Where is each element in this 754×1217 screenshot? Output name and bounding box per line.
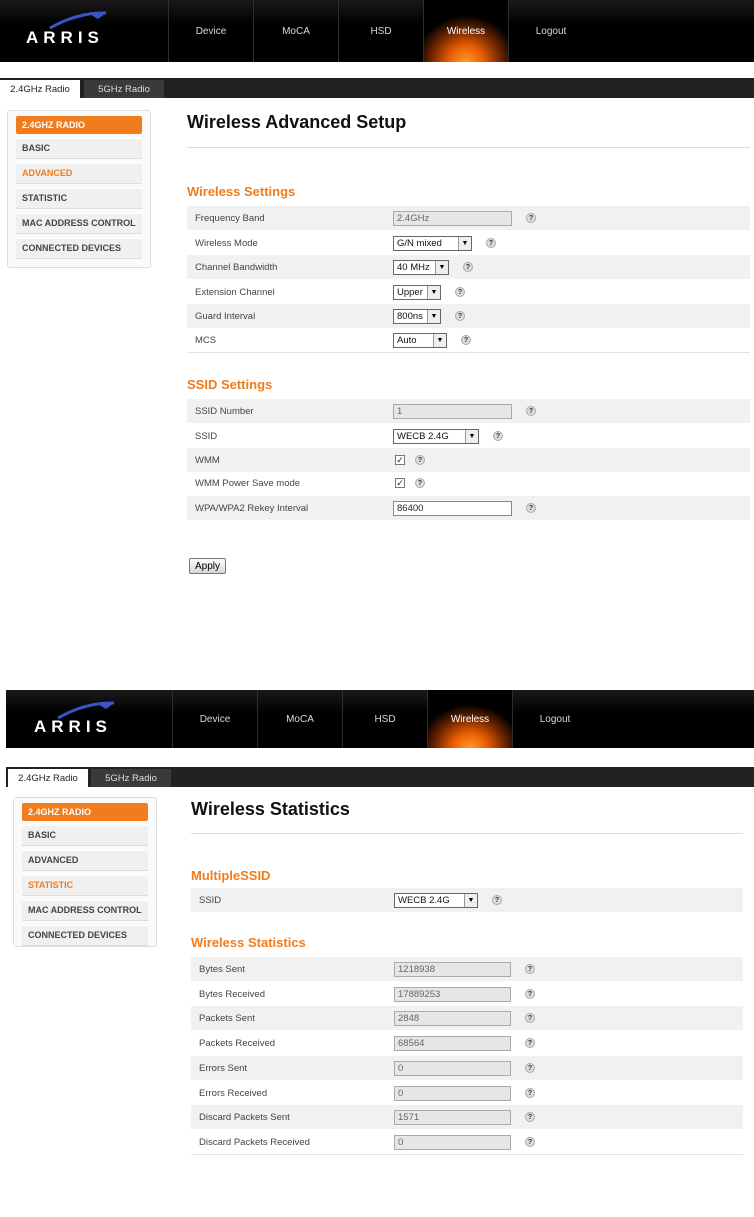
channel-bandwidth-label: Channel Bandwidth bbox=[195, 261, 278, 273]
sidebar-item-connected-devices[interactable]: CONNECTED DEVICES bbox=[22, 925, 148, 946]
wireless-mode-value: G/N mixed bbox=[397, 237, 442, 249]
ssid-label: SSID bbox=[199, 894, 222, 906]
nav-wireless[interactable]: Wireless bbox=[427, 690, 512, 748]
rekey-interval-input[interactable]: 86400 bbox=[393, 501, 512, 516]
help-icon[interactable]: ? bbox=[525, 989, 535, 999]
row-bytes-sent bbox=[191, 957, 743, 981]
discard-packets-sent-label: Discard Packets Sent bbox=[199, 1111, 290, 1123]
section-title-multiple-ssid: MultipleSSID bbox=[191, 868, 271, 883]
ssid-select[interactable] bbox=[394, 893, 478, 908]
row-rekey-interval bbox=[187, 496, 750, 520]
top-navigation-bar bbox=[6, 690, 754, 748]
nav-device[interactable]: Device bbox=[172, 690, 257, 748]
packets-received-label: Packets Received bbox=[199, 1037, 276, 1049]
frequency-band-label: Frequency Band bbox=[195, 212, 265, 224]
packets-sent-label: Packets Sent bbox=[199, 1012, 255, 1024]
errors-sent-label: Errors Sent bbox=[199, 1062, 248, 1074]
dropdown-arrow-icon: ▼ bbox=[433, 334, 446, 347]
sidebar bbox=[13, 797, 157, 947]
guard-interval-label: Guard Interval bbox=[195, 310, 256, 322]
row-wmm bbox=[187, 448, 750, 472]
tab-2-4ghz-radio[interactable]: 2.4GHz Radio bbox=[0, 80, 80, 98]
sidebar-header: 2.4GHZ RADIO bbox=[22, 803, 148, 821]
help-icon[interactable]: ? bbox=[525, 1013, 535, 1023]
dropdown-arrow-icon: ▼ bbox=[427, 286, 440, 299]
nav-moca[interactable]: MoCA bbox=[257, 690, 342, 748]
ssid-number-label: SSID Number bbox=[195, 405, 254, 417]
mcs-value: Auto bbox=[397, 334, 417, 346]
row-discard-packets-received bbox=[191, 1130, 743, 1155]
advanced-setup-screen bbox=[0, 0, 754, 600]
wmm-label: WMM bbox=[195, 454, 220, 466]
row-ssid-number bbox=[187, 399, 750, 423]
wireless-statistics-screen bbox=[6, 690, 754, 1210]
ssid-value: WECB 2.4G bbox=[398, 894, 450, 906]
wmm-power-save-label: WMM Power Save mode bbox=[195, 477, 301, 489]
errors-received-field: 0 bbox=[394, 1086, 511, 1101]
help-icon[interactable]: ? bbox=[525, 1088, 535, 1098]
sidebar-item-connected-devices[interactable]: CONNECTED DEVICES bbox=[16, 238, 142, 259]
help-icon[interactable]: ? bbox=[455, 287, 465, 297]
sidebar-item-basic[interactable]: BASIC bbox=[22, 825, 148, 846]
errors-received-label: Errors Received bbox=[199, 1087, 268, 1099]
nav-logout[interactable]: Logout bbox=[512, 690, 597, 748]
radio-tab-bar bbox=[0, 78, 754, 98]
arris-logo: ARRIS bbox=[26, 28, 104, 47]
packets-sent-field: 2848 bbox=[394, 1011, 511, 1026]
row-packets-received bbox=[191, 1031, 743, 1055]
row-errors-sent bbox=[191, 1056, 743, 1080]
sidebar-item-mac-address-control[interactable]: MAC ADDRESS CONTROL bbox=[22, 900, 148, 921]
page-title: Wireless Statistics bbox=[191, 799, 350, 819]
apply-button[interactable]: Apply bbox=[189, 558, 226, 574]
row-extension-channel bbox=[187, 280, 750, 304]
sidebar-item-statistic[interactable]: STATISTIC bbox=[16, 188, 142, 209]
row-wireless-mode bbox=[187, 231, 750, 255]
row-channel-bandwidth bbox=[187, 255, 750, 279]
help-icon[interactable]: ? bbox=[526, 406, 536, 416]
guard-interval-value: 800ns bbox=[397, 310, 423, 322]
help-icon[interactable]: ? bbox=[463, 262, 473, 272]
main-nav bbox=[168, 0, 593, 62]
nav-logout[interactable]: Logout bbox=[508, 0, 593, 62]
dropdown-arrow-icon: ▼ bbox=[464, 894, 477, 907]
packets-received-field: 68564 bbox=[394, 1036, 511, 1051]
help-icon[interactable]: ? bbox=[525, 1137, 535, 1147]
help-icon[interactable]: ? bbox=[525, 1063, 535, 1073]
mcs-label: MCS bbox=[195, 334, 217, 346]
nav-device[interactable]: Device bbox=[168, 0, 253, 62]
row-guard-interval bbox=[187, 304, 750, 328]
guard-interval-select[interactable] bbox=[393, 309, 441, 324]
help-icon[interactable]: ? bbox=[525, 1038, 535, 1048]
section-title-ssid-settings: SSID Settings bbox=[187, 377, 273, 392]
wireless-mode-select[interactable] bbox=[393, 236, 472, 251]
dropdown-arrow-icon: ▼ bbox=[458, 237, 471, 250]
wireless-mode-label: Wireless Mode bbox=[195, 237, 258, 249]
top-navigation-bar bbox=[0, 0, 754, 62]
ssid-number-field: 1 bbox=[393, 404, 512, 419]
section-title-wireless-statistics: Wireless Statistics bbox=[191, 935, 306, 950]
row-packets-sent bbox=[191, 1006, 743, 1030]
bytes-sent-field: 1218938 bbox=[394, 962, 511, 977]
nav-moca[interactable]: MoCA bbox=[253, 0, 338, 62]
rekey-interval-label: WPA/WPA2 Rekey Interval bbox=[195, 502, 309, 514]
sidebar-item-advanced[interactable]: ADVANCED bbox=[16, 163, 142, 184]
tab-2-4ghz-radio[interactable]: 2.4GHz Radio bbox=[8, 769, 88, 787]
sidebar-header: 2.4GHZ RADIO bbox=[16, 116, 142, 134]
channel-bandwidth-select[interactable] bbox=[393, 260, 449, 275]
nav-hsd[interactable]: HSD bbox=[342, 690, 427, 748]
page-title: Wireless Advanced Setup bbox=[187, 112, 407, 132]
dropdown-arrow-icon: ▼ bbox=[435, 261, 448, 274]
main-nav bbox=[172, 690, 597, 748]
discard-packets-received-label: Discard Packets Received bbox=[199, 1136, 310, 1148]
extension-channel-label: Extension Channel bbox=[195, 286, 275, 298]
extension-channel-value: Upper bbox=[397, 286, 423, 298]
row-bytes-received bbox=[191, 982, 743, 1006]
help-icon[interactable]: ? bbox=[526, 213, 536, 223]
wmm-power-save-checkbox[interactable]: ✓ bbox=[396, 478, 404, 488]
arris-logo: ARRIS bbox=[34, 717, 112, 736]
frequency-band-field: 2.4GHz bbox=[393, 211, 512, 226]
help-icon[interactable]: ? bbox=[415, 478, 425, 488]
section-title-wireless-settings: Wireless Settings bbox=[187, 184, 296, 199]
ssid-select[interactable] bbox=[393, 429, 479, 444]
help-icon[interactable]: ? bbox=[461, 335, 471, 345]
errors-sent-field: 0 bbox=[394, 1061, 511, 1076]
row-mcs bbox=[187, 328, 750, 353]
help-icon[interactable]: ? bbox=[492, 895, 502, 905]
sidebar-item-advanced[interactable]: ADVANCED bbox=[22, 850, 148, 871]
dropdown-arrow-icon: ▼ bbox=[465, 430, 478, 443]
ssid-label: SSID bbox=[195, 430, 218, 442]
bytes-sent-label: Bytes Sent bbox=[199, 963, 245, 975]
extension-channel-select[interactable] bbox=[393, 285, 441, 300]
title-divider bbox=[187, 147, 750, 148]
help-icon[interactable]: ? bbox=[525, 964, 535, 974]
sidebar-item-statistic[interactable]: STATISTIC bbox=[22, 875, 148, 896]
row-discard-packets-sent bbox=[191, 1105, 743, 1129]
bytes-received-field: 17889253 bbox=[394, 987, 511, 1002]
discard-packets-received-field: 0 bbox=[394, 1135, 511, 1150]
ssid-value: WECB 2.4G bbox=[397, 430, 449, 442]
row-errors-received bbox=[191, 1081, 743, 1105]
sidebar bbox=[7, 110, 151, 268]
help-icon[interactable]: ? bbox=[526, 503, 536, 513]
row-ssid bbox=[187, 424, 750, 448]
help-icon[interactable]: ? bbox=[455, 311, 465, 321]
sidebar-item-mac-address-control[interactable]: MAC ADDRESS CONTROL bbox=[16, 213, 142, 234]
row-multiple-ssid bbox=[191, 888, 743, 912]
radio-tab-bar bbox=[6, 767, 754, 787]
help-icon[interactable]: ? bbox=[525, 1112, 535, 1122]
channel-bandwidth-value: 40 MHz bbox=[397, 261, 430, 273]
dropdown-arrow-icon: ▼ bbox=[427, 310, 440, 323]
tab-5ghz-radio[interactable]: 5GHz Radio bbox=[84, 80, 164, 98]
arris-logo-swoosh-icon bbox=[48, 10, 108, 30]
row-frequency-band bbox=[187, 206, 750, 230]
help-icon[interactable]: ? bbox=[486, 238, 496, 248]
nav-hsd[interactable]: HSD bbox=[338, 0, 423, 62]
discard-packets-sent-field: 1571 bbox=[394, 1110, 511, 1125]
bytes-received-label: Bytes Received bbox=[199, 988, 266, 1000]
title-divider bbox=[191, 833, 743, 834]
help-icon[interactable]: ? bbox=[415, 455, 425, 465]
wmm-checkbox[interactable]: ✓ bbox=[396, 455, 404, 465]
mcs-select[interactable] bbox=[393, 333, 447, 348]
help-icon[interactable]: ? bbox=[493, 431, 503, 441]
nav-wireless[interactable]: Wireless bbox=[423, 0, 508, 62]
tab-5ghz-radio[interactable]: 5GHz Radio bbox=[91, 769, 171, 787]
sidebar-item-basic[interactable]: BASIC bbox=[16, 138, 142, 159]
row-wmm-power-save bbox=[187, 471, 750, 495]
